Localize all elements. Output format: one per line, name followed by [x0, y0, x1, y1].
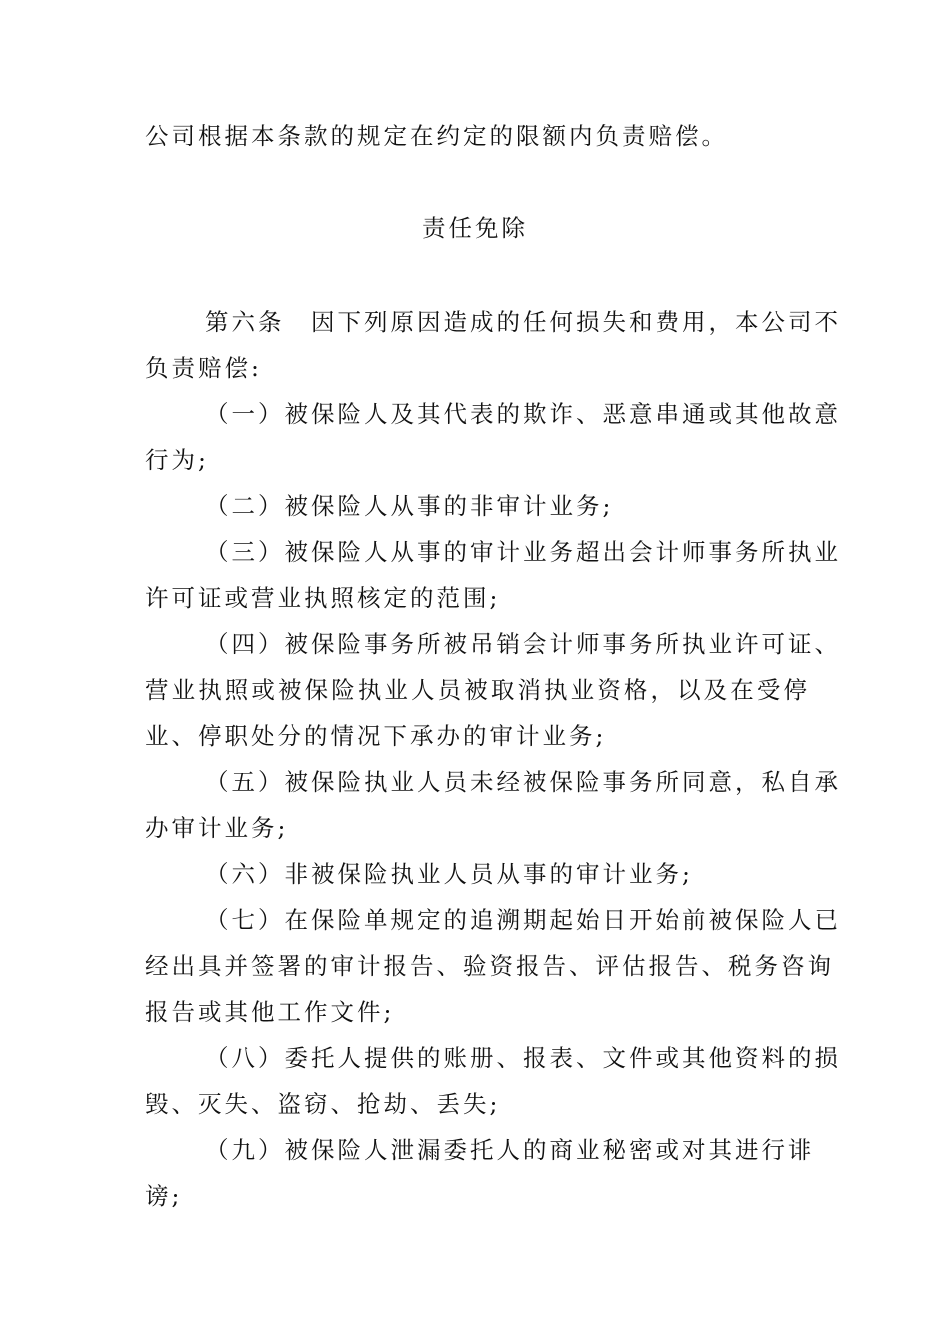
- item-8-line-1: （八）委托人提供的账册、报表、文件或其他资料的损: [205, 1044, 841, 1072]
- item-5-line-2: 办审计业务;: [145, 814, 289, 842]
- item-3-line-2: 许可证或营业执照核定的范围;: [145, 584, 501, 612]
- continuation-paragraph: 公司根据本条款的规定在约定的限额内负责赔偿。: [145, 122, 728, 150]
- article-6-line-1: 第六条 因下列原因造成的任何损失和费用，本公司不: [205, 308, 841, 336]
- item-1-line-2: 行为;: [145, 446, 209, 474]
- item-4-line-3: 业、停职处分的情况下承办的审计业务;: [145, 722, 607, 750]
- item-5-line-1: （五）被保险执业人员未经被保险事务所同意，私自承: [205, 768, 841, 796]
- item-7-line-3: 报告或其他工作文件;: [145, 998, 395, 1026]
- item-1-line-1: （一）被保险人及其代表的欺诈、恶意串通或其他故意: [205, 400, 841, 428]
- item-7-line-2: 经出具并签署的审计报告、验资报告、评估报告、税务咨询: [145, 952, 834, 980]
- item-8-line-2: 毁、灭失、盗窃、抢劫、丢失;: [145, 1090, 501, 1118]
- item-9-line-1: （九）被保险人泄漏委托人的商业秘密或对其进行诽: [205, 1136, 815, 1164]
- item-4-line-2: 营业执照或被保险执业人员被取消执业资格，以及在受停: [145, 676, 810, 704]
- item-4-line-1: （四）被保险事务所被吊销会计师事务所执业许可证、: [205, 630, 841, 658]
- item-3-line-1: （三）被保险人从事的审计业务超出会计师事务所执业: [205, 538, 841, 566]
- item-2-line-1: （二）被保险人从事的非审计业务;: [205, 492, 614, 520]
- article-6-line-2: 负责赔偿:: [145, 354, 262, 382]
- item-9-line-2: 谤;: [145, 1182, 183, 1210]
- item-6-line-1: （六）非被保险执业人员从事的审计业务;: [205, 860, 693, 888]
- section-heading: 责任免除: [422, 214, 528, 242]
- item-7-line-1: （七）在保险单规定的追溯期起始日开始前被保险人已: [205, 906, 841, 934]
